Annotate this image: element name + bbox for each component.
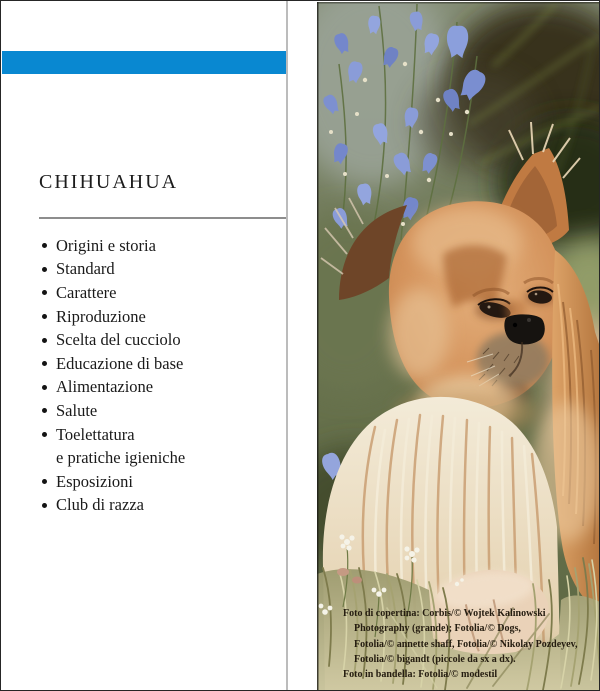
credit-line: Fotolia/© bigandt (piccole da sx a dx). — [354, 653, 516, 665]
list-item — [42, 234, 277, 258]
list-item — [42, 494, 277, 518]
photo-credits — [343, 606, 595, 682]
credit-line: Foto di copertina: Corbis/© Wojtek Kalinowski — [343, 608, 546, 619]
list-item-label: Standard — [56, 259, 115, 279]
list-item — [42, 352, 277, 376]
panel-divider — [286, 1, 288, 690]
cover-photo — [317, 2, 600, 691]
list-item-label: Carattere — [56, 282, 117, 302]
list-item — [42, 328, 277, 352]
chihuahua-photo-illustration — [317, 2, 600, 691]
list-item — [42, 423, 277, 447]
list-item-label: Club di razza — [56, 495, 144, 515]
list-item — [42, 258, 277, 282]
list-item-label: Riproduzione — [56, 306, 146, 326]
bullet-icon — [42, 338, 47, 343]
bullet-icon — [42, 479, 47, 484]
bullet-icon — [42, 432, 47, 437]
list-item-label: Scelta del cucciolo — [56, 330, 181, 350]
list-item-label: Esposizioni — [56, 471, 133, 491]
list-item-label: Educazione di base — [56, 353, 184, 373]
accent-bar — [2, 51, 286, 74]
bullet-icon — [42, 243, 47, 248]
list-item-continuation — [42, 446, 277, 470]
credit-line: Fotolia/© annette shaff, Fotolia/© Nikolay Pozdeyev, — [354, 638, 578, 650]
bullet-icon — [42, 503, 47, 508]
topics-list — [42, 234, 277, 517]
bullet-icon — [42, 267, 47, 272]
list-item-label: Toelettatura — [56, 424, 135, 444]
page-title: CHIHUAHUA — [39, 171, 179, 193]
bullet-icon — [42, 408, 47, 413]
bullet-icon — [42, 290, 47, 295]
bullet-icon — [42, 314, 47, 319]
credit-line: Foto in bandella: Fotolia/© modestil — [343, 669, 498, 681]
list-item-label: e pratiche igieniche — [56, 448, 186, 468]
list-item — [42, 399, 277, 423]
list-item-label: Origini e storia — [56, 235, 156, 255]
list-item-label: Alimentazione — [56, 377, 154, 397]
list-item — [42, 470, 277, 494]
list-item-label: Salute — [56, 400, 98, 420]
bullet-icon — [42, 361, 47, 366]
bullet-icon — [42, 385, 47, 390]
list-item — [42, 281, 277, 305]
title-rule — [39, 217, 286, 219]
list-item — [42, 305, 277, 329]
list-item — [42, 376, 277, 400]
credit-line: Photography (grande); Fotolia/© Dogs, — [354, 623, 521, 635]
